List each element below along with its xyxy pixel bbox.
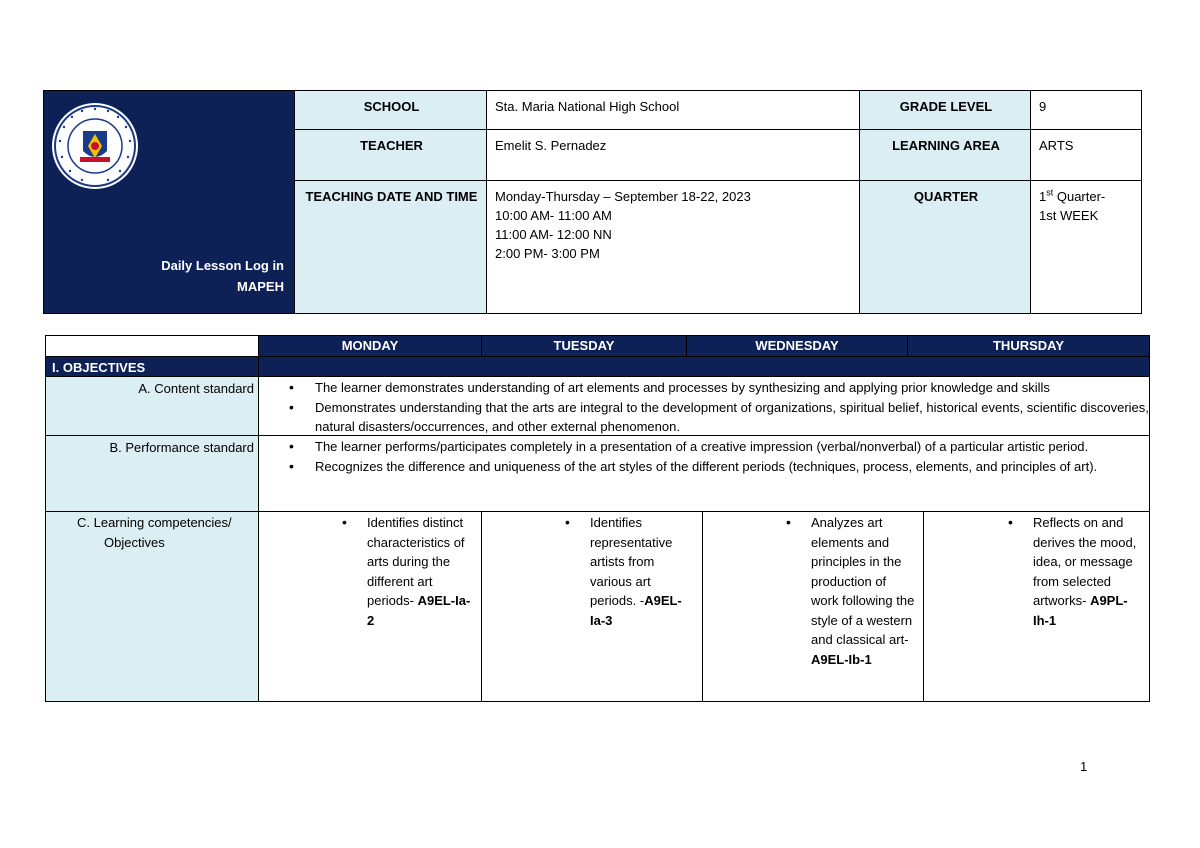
competency-thursday	[923, 511, 1150, 702]
teacher-value: Emelit S. Pernadez	[486, 129, 860, 181]
teaching-datetime-value	[486, 180, 860, 314]
document-title	[104, 255, 284, 297]
performance-standard-item: • Recognizes the difference and uniqueness of the art styles of the different periods (techniques, process, elements, and principles of art).	[315, 457, 1135, 477]
teaching-datetime-label: TEACHING DATE AND TIME	[294, 180, 487, 314]
performance-standard-item: • The learner performs/participates completely in a presentation of a creative impression (verbal/nonverbal) of a particular artistic period.	[315, 437, 1135, 457]
quarter-number: 1	[1039, 189, 1047, 204]
bullet-icon: •	[565, 514, 570, 530]
competency-text: Identifies representative artists from various art periods. -	[590, 515, 673, 608]
quarter-suffix: st	[1046, 187, 1054, 198]
competency-monday	[258, 511, 482, 702]
competency-code: A9PL-Ih-1	[1033, 593, 1128, 628]
competency-code: A9EL-Ib-1	[811, 651, 872, 667]
bullet-icon: •	[1008, 514, 1013, 530]
deped-seal-icon	[50, 101, 140, 191]
objectives-heading-fill	[258, 356, 1150, 377]
content-standard-body	[258, 376, 1150, 436]
bullet-icon: •	[342, 514, 347, 530]
competency-text: Analyzes art elements and principles in the production of work following the style of a western and classical art-	[811, 515, 915, 647]
competencies-label-line-1: C. Learning competencies/	[77, 515, 232, 530]
content-standard-item: • The learner demonstrates understanding of art elements and processes by synthesizing and applying prior knowledge and skills	[315, 378, 1149, 398]
grade-level-label: GRADE LEVEL	[859, 90, 1031, 130]
competency-code: A9EL-Ia-3	[590, 593, 682, 628]
content-standard-label: A. Content standard	[45, 376, 259, 436]
title-line-2: MAPEH	[237, 279, 284, 294]
datetime-line: 2:00 PM- 3:00 PM	[495, 246, 600, 261]
teacher-label: TEACHER	[294, 129, 487, 181]
quarter-week: 1st WEEK	[1039, 208, 1099, 223]
performance-standard-label: B. Performance standard	[45, 435, 259, 512]
datetime-line: 10:00 AM- 11:00 AM	[495, 208, 612, 223]
competency-code: A9EL-Ia-2	[367, 593, 471, 628]
bullet-icon: •	[786, 514, 791, 530]
blank-corner-cell	[45, 335, 259, 357]
quarter-word: Quarter-	[1053, 189, 1106, 204]
competency-text: Identifies distinct characteristics of arts during the different art periods-	[367, 515, 465, 608]
competency-wednesday	[702, 511, 924, 702]
day-header-thursday: THURSDAY	[907, 335, 1150, 357]
objectives-heading: I. OBJECTIVES	[45, 356, 259, 377]
competency-text: Reflects on and derives the mood, idea, or message from selected artworks-	[1033, 515, 1137, 608]
day-header-tuesday: TUESDAY	[481, 335, 687, 357]
performance-standard-body	[258, 435, 1150, 512]
school-value: Sta. Maria National High School	[486, 90, 860, 130]
quarter-value	[1030, 180, 1142, 314]
datetime-line: Monday-Thursday – September 18-22, 2023	[495, 189, 751, 204]
page-number: 1	[1080, 759, 1088, 774]
title-line-1: Daily Lesson Log in	[161, 258, 284, 273]
learning-area-label: LEARNING AREA	[859, 129, 1031, 181]
competency-tuesday	[481, 511, 703, 702]
school-label: SCHOOL	[294, 90, 487, 130]
competencies-label	[45, 511, 259, 702]
content-standard-item: • Demonstrates understanding that the arts are integral to the development of organizations, spiritual belief, historical events, scientific discoveries, natural disasters/occurrences, and other external phenomenon.	[315, 398, 1149, 437]
quarter-label: QUARTER	[859, 180, 1031, 314]
learning-area-value: ARTS	[1030, 129, 1142, 181]
day-header-monday: MONDAY	[258, 335, 482, 357]
grade-level-value: 9	[1030, 90, 1142, 130]
competencies-label-line-2: Objectives	[104, 534, 165, 550]
logo-panel	[44, 91, 294, 313]
day-header-wednesday: WEDNESDAY	[686, 335, 908, 357]
datetime-line: 11:00 AM- 12:00 NN	[495, 227, 612, 242]
